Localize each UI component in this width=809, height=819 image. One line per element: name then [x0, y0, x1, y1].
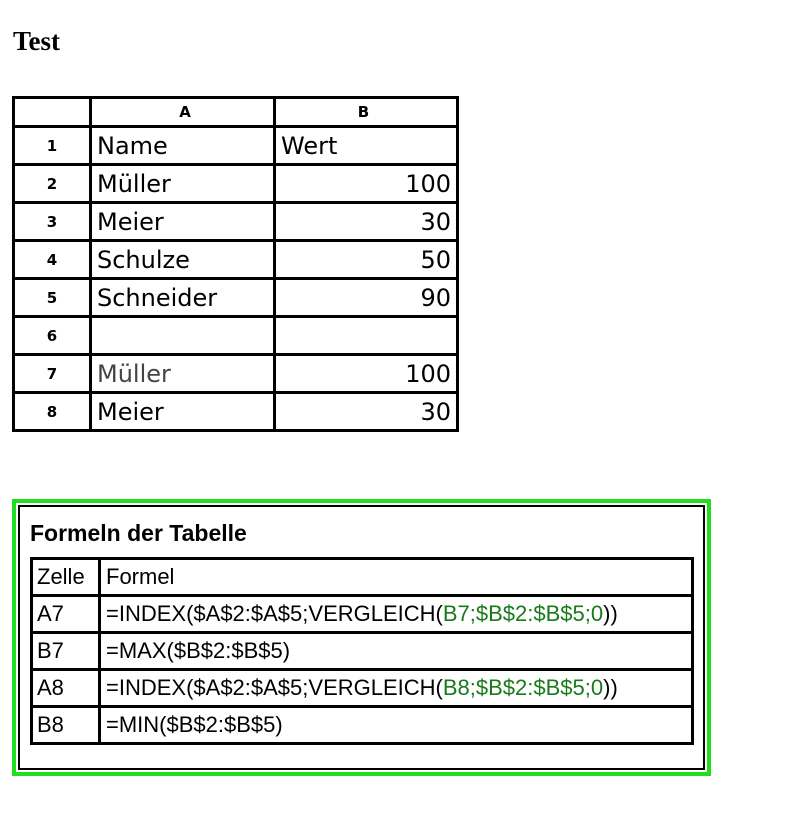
- row-header[interactable]: 2: [14, 165, 91, 203]
- formula-header-row: [32, 559, 693, 596]
- formula-panel: [12, 499, 711, 776]
- row-header[interactable]: 7: [14, 355, 91, 393]
- formula-text[interactable]: [100, 596, 693, 633]
- spreadsheet-table: [12, 96, 459, 432]
- formula-part: )): [603, 675, 618, 700]
- row-header[interactable]: 6: [14, 317, 91, 355]
- cell-b6[interactable]: [275, 317, 458, 355]
- formula-row: [32, 670, 693, 707]
- formula-text[interactable]: [100, 633, 693, 670]
- table-row: [14, 127, 458, 165]
- column-header-b[interactable]: B: [275, 98, 458, 127]
- cell-a6[interactable]: [91, 317, 275, 355]
- formula-panel-title: Formeln der Tabelle: [30, 520, 247, 546]
- corner-cell: [14, 98, 91, 127]
- cell-a7[interactable]: Müller: [91, 355, 275, 393]
- formula-table: [30, 557, 694, 745]
- formula-highlight: B8;$B$2:$B$5;0: [442, 675, 604, 700]
- table-row: [14, 165, 458, 203]
- table-row: [14, 355, 458, 393]
- formula-part: =INDEX($A$2:$A$5;VERGLEICH(: [106, 601, 443, 626]
- page-title: Test: [13, 26, 61, 56]
- formula-text[interactable]: [100, 670, 693, 707]
- row-header[interactable]: 5: [14, 279, 91, 317]
- table-row: [14, 393, 458, 431]
- cell-b5[interactable]: 90: [275, 279, 458, 317]
- column-header-a[interactable]: A: [91, 98, 275, 127]
- cell-a8[interactable]: Meier: [91, 393, 275, 431]
- formula-row: [32, 633, 693, 670]
- table-row: [14, 317, 458, 355]
- cell-b2[interactable]: 100: [275, 165, 458, 203]
- cell-b8[interactable]: 30: [275, 393, 458, 431]
- formula-row: [32, 707, 693, 744]
- cell-a2[interactable]: Müller: [91, 165, 275, 203]
- row-header[interactable]: 4: [14, 241, 91, 279]
- formula-part: =MAX($B$2:$B$5): [106, 638, 291, 663]
- formula-header-cell: Zelle: [32, 559, 100, 596]
- table-row: [14, 279, 458, 317]
- formula-highlight: B7;$B$2:$B$5;0: [442, 601, 604, 626]
- row-header[interactable]: 1: [14, 127, 91, 165]
- formula-part: =MIN($B$2:$B$5): [106, 712, 283, 737]
- cell-b4[interactable]: 50: [275, 241, 458, 279]
- column-header-row: [14, 98, 458, 127]
- formula-text[interactable]: [100, 707, 693, 744]
- formula-cell-ref[interactable]: B8: [32, 707, 100, 744]
- cell-a4[interactable]: Schulze: [91, 241, 275, 279]
- cell-b1[interactable]: Wert: [275, 127, 458, 165]
- formula-cell-ref[interactable]: A7: [32, 596, 100, 633]
- cell-b3[interactable]: 30: [275, 203, 458, 241]
- table-row: [14, 203, 458, 241]
- formula-part: =INDEX($A$2:$A$5;VERGLEICH(: [106, 675, 443, 700]
- formula-part: )): [603, 601, 618, 626]
- formula-cell-ref[interactable]: A8: [32, 670, 100, 707]
- formula-header-formula: Formel: [100, 559, 693, 596]
- formula-row: [32, 596, 693, 633]
- cell-a3[interactable]: Meier: [91, 203, 275, 241]
- table-row: [14, 241, 458, 279]
- row-header[interactable]: 3: [14, 203, 91, 241]
- formula-cell-ref[interactable]: B7: [32, 633, 100, 670]
- cell-a1[interactable]: Name: [91, 127, 275, 165]
- row-header[interactable]: 8: [14, 393, 91, 431]
- cell-a5[interactable]: Schneider: [91, 279, 275, 317]
- cell-b7[interactable]: 100: [275, 355, 458, 393]
